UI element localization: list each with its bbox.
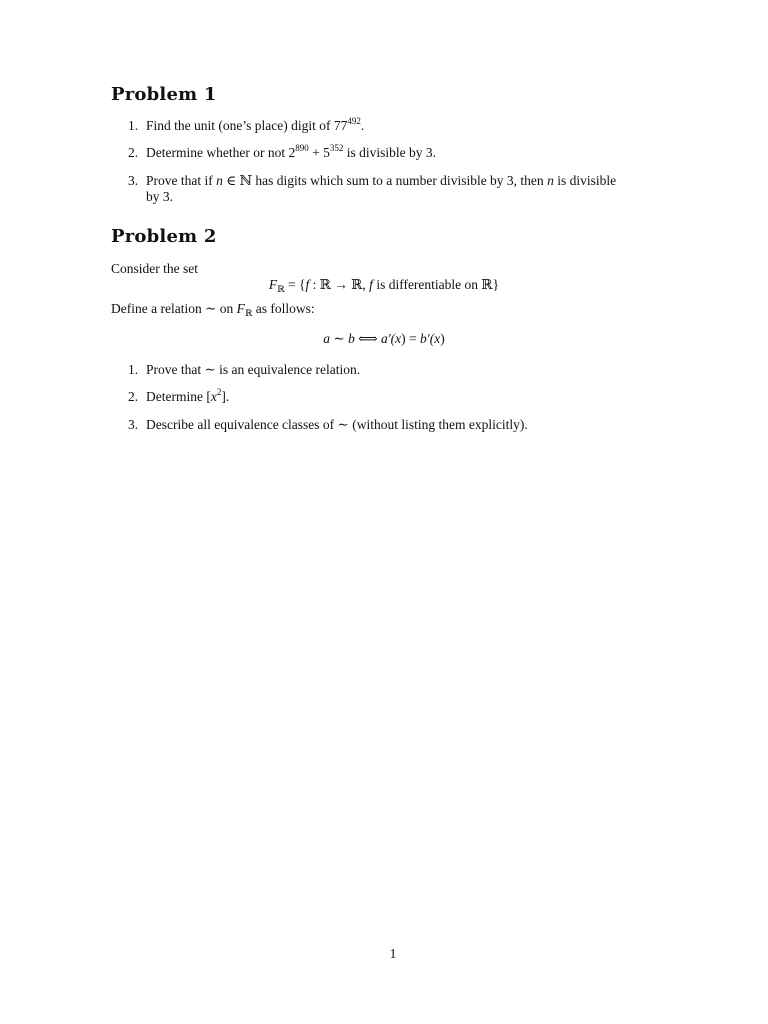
problem-1-item-3-line-2: by 3. (146, 189, 173, 204)
equivalence-formula: a ∼ b ⟺ a′(x) = b′(x) (323, 331, 445, 346)
problem-2-heading: Problem 2 (111, 226, 217, 247)
problem-2-item-3-text: Describe all equivalence classes of ∼ (without listing them explicitly). (146, 417, 528, 432)
problem-2-item-3-number: 3. (128, 417, 139, 432)
set-definition: $F_ℝ = \{f$ : ℝ → ℝ, f is differentiable on ℝ} (268, 277, 500, 294)
problem-1-item-1-number: 1. (128, 118, 139, 133)
relation-definition: Define a relation ∼ on $F_ℝ$ as follows: (111, 301, 315, 318)
problem-1-item-2-text: Determine whether or not $2^{890} + 5^{352}$ is divisible by 3. (146, 143, 436, 160)
problem-2-item-1-text: Prove that ∼ is an equivalence relation. (146, 362, 361, 377)
problem-1-item-1-text: Find the unit (one’s place) digit of $77^{492}$. (146, 116, 365, 133)
problem-1-heading: Problem 1 (111, 84, 217, 105)
problem-2-intro: Consider the set (111, 261, 198, 276)
problem-2-item-2-text: Determine $[x^2]$. (146, 387, 230, 404)
problem-1-item-3-line-1: Prove that if n ∈ ℕ has digits which sum to a number divisible by 3, then n is divisible (146, 173, 617, 188)
problem-1-item-3-number: 3. (128, 173, 139, 188)
problem-2-item-1-number: 1. (128, 362, 139, 377)
problem-2-item-2-number: 2. (128, 389, 139, 404)
page-number: 1 (389, 946, 397, 961)
problem-1-item-2-number: 2. (128, 145, 139, 160)
